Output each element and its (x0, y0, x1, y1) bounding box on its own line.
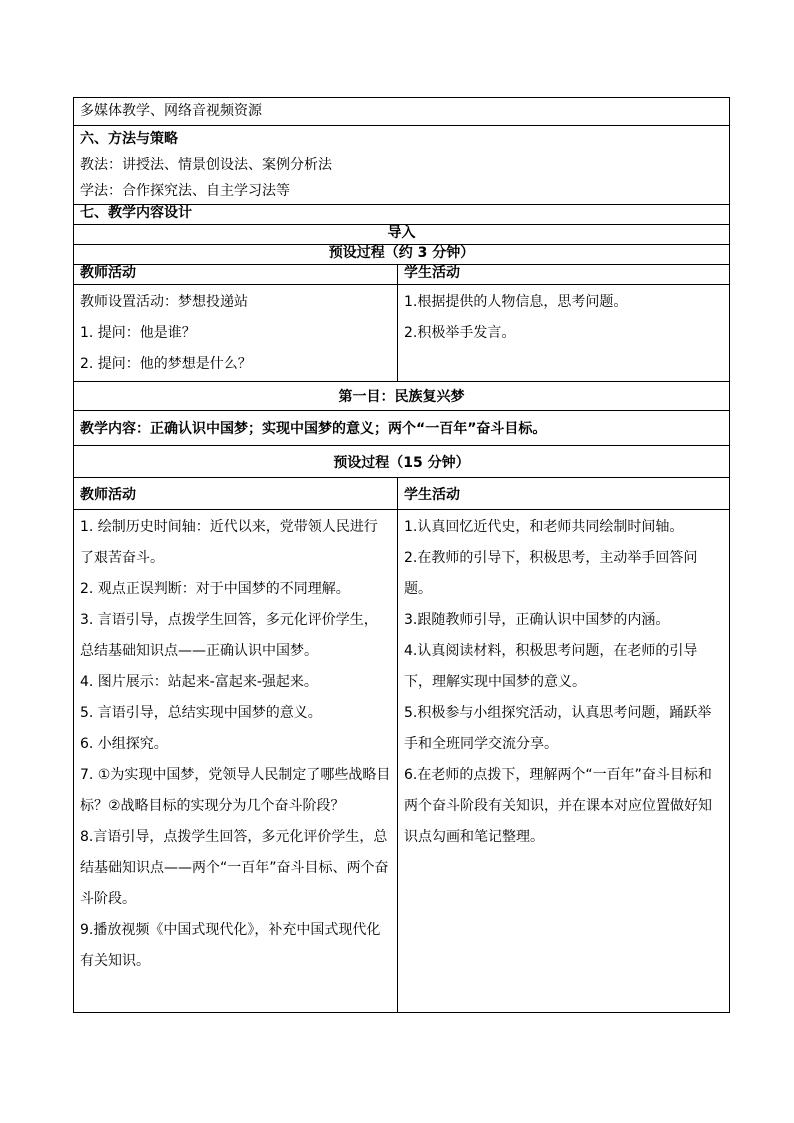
section1-teacher-item: 1. 绘制历史时间轴：近代以来，党带领人民进行了艰苦奋斗。 (80, 519, 378, 566)
learning-methods: 学法：合作探究法、自主学习法等 (80, 183, 290, 199)
section1-teacher-item: 5. 言语引导，总结实现中国梦的意义。 (80, 705, 322, 721)
lesson-plan-table (73, 97, 730, 1013)
intro-teacher-item: 教师设置活动：梦想投递站 (80, 294, 248, 310)
resources-row (74, 98, 730, 126)
design-heading-row (74, 205, 730, 225)
intro-teacher-header: 教师活动 (80, 265, 136, 281)
teaching-methods: 教法：讲授法、情景创设法、案例分析法 (80, 157, 332, 173)
intro-student-header: 学生活动 (404, 265, 460, 281)
section1-content: 教学内容：正确认识中国梦；实现中国梦的意义；两个“一百年”奋斗目标。 (80, 421, 547, 437)
resources-text: 多媒体教学、网络音视频资源 (80, 103, 262, 119)
intro-title-row (74, 225, 730, 245)
section1-teacher-item: 9.播放视频《中国式现代化》，补充中国式现代化有关知识。 (80, 922, 381, 969)
section1-student-item: 3.跟随教师引导，正确认识中国梦的内涵。 (404, 612, 670, 628)
section1-title: 第一目：民族复兴梦 (338, 389, 465, 405)
section1-activity-header-row (74, 478, 730, 510)
section1-student-item: 4.认真阅读材料，积极思考问题，在老师的引导下，理解实现中国梦的意义。 (404, 643, 698, 690)
section1-title-row (74, 382, 730, 411)
section1-activity-row (74, 510, 730, 1013)
section1-student-item: 2.在教师的引导下，积极思考，主动举手回答问题。 (404, 550, 698, 597)
section1-student-item: 5.积极参与小组探究活动，认真思考问题，踊跃举手和全班同学交流分享。 (404, 705, 712, 752)
intro-activity-header-row (74, 265, 730, 285)
section1-teacher-item: 4. 图片展示：站起来-富起来-强起来。 (80, 674, 318, 690)
section1-content-row (74, 411, 730, 446)
section1-student-item: 6.在老师的点拨下，理解两个“一百年”奋斗目标和两个奋斗阶段有关知识，并在课本对应位置做好知识点勾画和笔记整理。 (404, 767, 712, 845)
intro-student-item: 1.根据提供的人物信息，思考问题。 (404, 294, 628, 310)
section1-teacher-item: 8.言语引导，点拨学生回答，多元化评价学生，总结基础知识点——两个“一百年”奋斗目标、两个奋斗阶段。 (80, 829, 389, 907)
intro-process: 预设过程（约 3 分钟） (328, 245, 475, 261)
section1-teacher-header: 教师活动 (80, 486, 136, 503)
section1-student-header: 学生活动 (404, 486, 460, 503)
intro-activity-row (74, 285, 730, 382)
intro-teacher-item: 2. 提问：他的梦想是什么？ (80, 356, 252, 372)
section1-teacher-item: 7. ①为实现中国梦，党领导人民制定了哪些战略目标？②战略目标的实现分为几个奋斗阶段？ (80, 767, 391, 814)
section1-student-item: 1.认真回忆近代史，和老师共同绘制时间轴。 (404, 519, 684, 535)
section1-process-row (74, 446, 730, 478)
section1-process: 预设过程（15 分钟） (333, 454, 470, 471)
section1-teacher-item: 2. 观点正误判断：对于中国梦的不同理解。 (80, 581, 350, 597)
methods-heading: 六、方法与策略 (80, 131, 178, 147)
intro-title: 导入 (387, 225, 416, 241)
methods-row (74, 126, 730, 205)
section1-teacher-item: 6. 小组探究。 (80, 736, 168, 752)
intro-process-row (74, 245, 730, 265)
intro-teacher-item: 1. 提问：他是谁？ (80, 325, 196, 341)
section1-teacher-item: 3. 言语引导，点拨学生回答，多元化评价学生，总结基础知识点——正确认识中国梦。 (80, 612, 378, 659)
design-heading: 七、教学内容设计 (80, 205, 192, 221)
intro-student-item: 2.积极举手发言。 (404, 325, 516, 341)
